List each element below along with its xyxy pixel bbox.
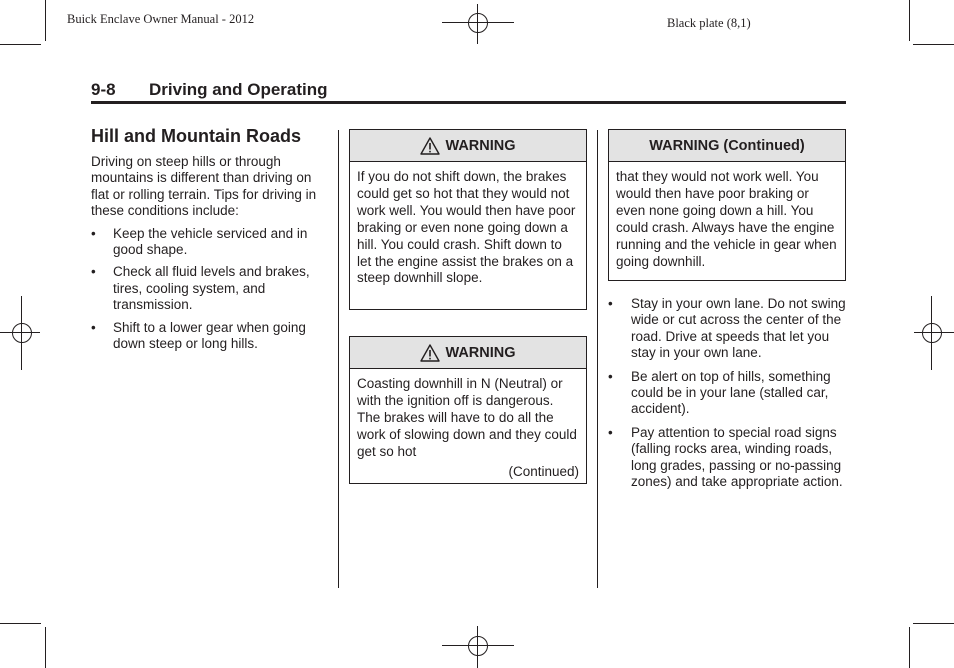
warning-label: WARNING: [445, 137, 516, 154]
warning-label: WARNING (Continued): [649, 137, 805, 154]
bullet-icon: •: [608, 296, 613, 311]
list-item: • Keep the vehicle serviced and in good shape.: [91, 225, 308, 258]
bullet-icon: •: [608, 424, 613, 440]
warning-triangle-icon: [420, 137, 440, 155]
warning-content: [350, 369, 586, 486]
crop-mark-icon: [0, 44, 41, 45]
warning-text: If you do not shift down, the brakes could get so hot that they would not work well. You would then have poor braking or even none going down a hill. You could crash. Shift down to let the engine assist the brakes on a steep downhill slope.: [357, 169, 576, 286]
warning-header: [350, 130, 586, 162]
column-divider: [597, 130, 598, 588]
crop-mark-icon: [913, 44, 954, 45]
intro-paragraph: Driving on steep hills or through mountains is different than driving on flat or rolling terrain. Tips for driving in these conditions include:: [91, 154, 317, 219]
warning-box: [349, 129, 587, 310]
continued-label: (Continued): [508, 463, 579, 479]
column-3: [608, 296, 846, 497]
bullet-icon: •: [608, 368, 613, 384]
registration-mark-icon: [442, 626, 514, 668]
list-item: • Shift to a lower gear when going down steep or long hills.: [91, 319, 306, 352]
warning-triangle-icon: [420, 344, 440, 362]
list-item: • Stay in your own lane. Do not swing wide or cut across the center of the road. Drive at speeds that let you stay in your own lane.: [608, 296, 846, 361]
list-item: • Check all fluid levels and brakes, tires, cooling system, and transmission.: [91, 264, 310, 313]
bullet-icon: •: [91, 264, 96, 280]
warning-label: WARNING: [445, 344, 516, 361]
warning-box: [349, 336, 587, 484]
manual-title: Buick Enclave Owner Manual - 2012: [67, 12, 255, 26]
crop-mark-icon: [0, 623, 41, 624]
warning-text: Coasting downhill in N (Neutral) or with the ignition off is dangerous. The brakes will have to do all the work of slowing down and they could get so hot: [357, 376, 577, 459]
list-item: • Be alert on top of hills, something could be in your lane (stalled car, accident).: [608, 368, 831, 417]
crop-mark-icon: [909, 627, 910, 668]
bullet-icon: •: [91, 225, 96, 241]
tips-list: [91, 226, 327, 353]
registration-mark-icon: [0, 296, 40, 370]
list-item: • Pay attention to special road signs (falling rocks area, winding roads, long grades, passing or no-passing zones) and take appropriate action.: [608, 424, 843, 490]
bullet-icon: •: [91, 319, 96, 335]
topic-heading: Hill and Mountain Roads: [91, 126, 301, 146]
crop-mark-icon: [909, 0, 910, 41]
crop-mark-icon: [913, 623, 954, 624]
column-divider: [338, 130, 339, 588]
tips-list: [608, 296, 846, 490]
warning-box: [608, 129, 846, 281]
column-1: [91, 154, 327, 358]
warning-header: [350, 337, 586, 369]
warning-text: that they would not work well. You would then have poor braking or even none going down a hill. You could crash. Always have the engine running and the vehicle in gear when going downhill.: [616, 169, 837, 269]
registration-mark-icon: [442, 4, 514, 44]
section-rule: [91, 101, 846, 104]
crop-mark-icon: [45, 0, 46, 41]
warning-header: [609, 130, 845, 162]
registration-mark-icon: [914, 296, 954, 370]
plate-label: Black plate (8,1): [667, 16, 751, 30]
section-title: Driving and Operating: [149, 80, 328, 99]
page-number: 9-8: [91, 80, 116, 99]
crop-mark-icon: [45, 627, 46, 668]
